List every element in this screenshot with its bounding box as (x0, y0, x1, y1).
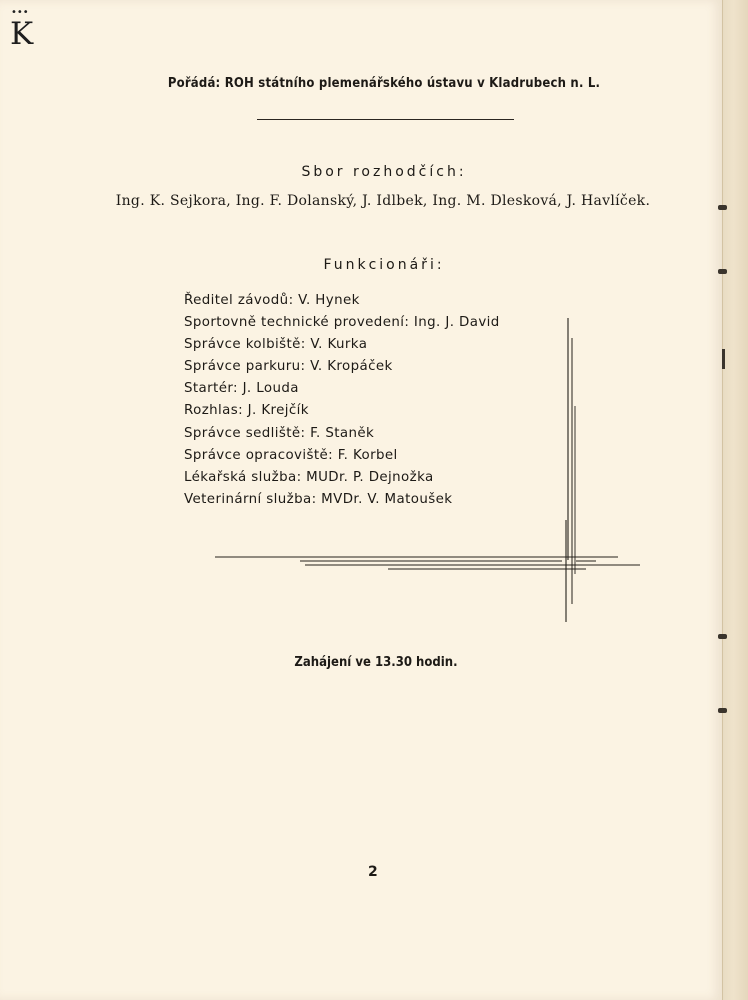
official-item: Správce kolbiště: V. Kurka (184, 337, 368, 353)
official-item: Sportovně technické provedení: Ing. J. David (184, 315, 500, 331)
judges-list: Ing. K. Sejkora, Ing. F. Dolanský, J. Idlbek, Ing. M. Dlesková, J. Havlíček. (115, 193, 651, 209)
official-item: Lékařská služba: MUDr. P. Dejnožka (184, 469, 434, 485)
official-item: Veterinární služba: MVDr. V. Matoušek (184, 491, 453, 507)
official-item: Rozhlas: J. Krejčík (184, 403, 309, 419)
official-item: Ředitel závodů: V. Hynek (184, 293, 360, 308)
edge-mark (722, 349, 725, 369)
official-item: Správce opracoviště: F. Korbel (184, 447, 398, 463)
official-item: Správce sedliště: F. Staněk (184, 425, 375, 441)
judges-heading: Sbor rozhodčích: (301, 164, 467, 180)
page-edge (722, 0, 748, 1000)
logo-dots: ••• (11, 7, 29, 18)
page-number: 2 (368, 864, 378, 880)
official-item: Správce parkuru: V. Kropáček (184, 359, 393, 375)
logo-letter: K (10, 16, 34, 52)
start-time: Zahájení ve 13.30 hodin. (294, 655, 458, 670)
officials-heading: Funkcionáři: (323, 257, 445, 273)
organizer-line: Pořádá: ROH státního plemenářského ústavu v Kladrubech n. L. (167, 76, 601, 91)
official-item: Startér: J. Louda (184, 381, 299, 397)
